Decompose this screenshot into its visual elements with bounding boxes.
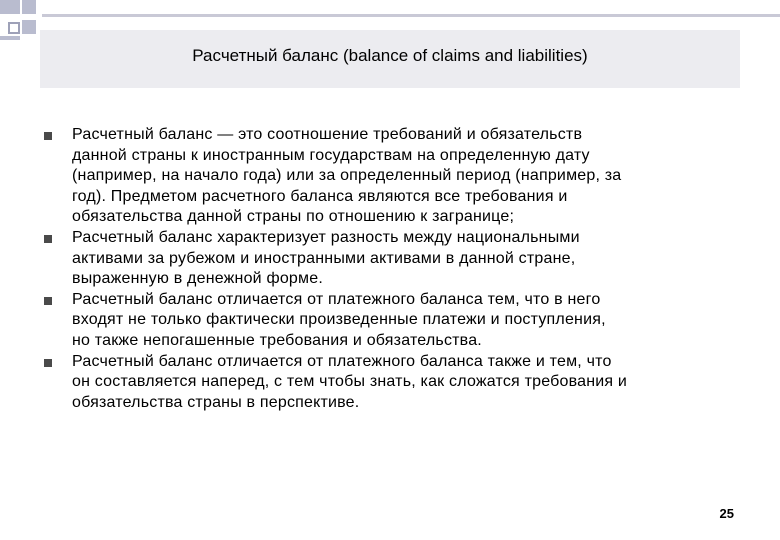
title-banner — [40, 30, 740, 88]
bullet-line: обязательства данной страны по отношению к загранице; — [72, 208, 515, 226]
decor-square — [22, 0, 36, 14]
decor-square — [22, 20, 36, 34]
bullet-item — [44, 125, 744, 228]
bullet-line: Расчетный баланс отличается от платежного баланса также и тем, что — [72, 352, 612, 370]
bullet-line: выраженную в денежной форме. — [72, 270, 323, 288]
bullet-list — [44, 125, 744, 413]
bullet-line: Расчетный баланс отличается от платежного баланса тем, что в него — [72, 290, 601, 308]
square-bullet-icon — [44, 359, 52, 367]
bullet-line: год). Предметом расчетного баланса являются все требования и — [72, 187, 568, 205]
bullet-line: данной страны к иностранным государствам на определенную дату — [72, 146, 590, 164]
bullet-line: Расчетный баланс характеризует разность между национальными — [72, 228, 580, 246]
square-bullet-icon — [44, 132, 52, 140]
bullet-line: но также непогашенные требования и обязательства. — [72, 331, 482, 349]
bullet-line: Расчетный баланс — это соотношение требований и обязательств — [72, 126, 583, 143]
bullet-item — [44, 352, 744, 414]
square-bullet-icon — [44, 235, 52, 243]
bullet-line: входят не только фактически произведенные платежи и поступления, — [72, 311, 606, 329]
slide-title: Расчетный баланс (balance of claims and liabilities) — [192, 46, 588, 65]
decor-square-outline — [8, 22, 20, 34]
bullet-line: активами за рубежом и иностранными активами в данной стране, — [72, 249, 576, 267]
bullet-line: обязательства страны в перспективе. — [72, 393, 360, 411]
square-bullet-icon — [44, 297, 52, 305]
bullet-line: он составляется наперед, с тем чтобы знать, как сложатся требования и — [72, 373, 628, 391]
header-divider — [42, 14, 780, 17]
page-number: 25 — [719, 506, 734, 521]
bullet-line: (например, на начало года) или за определенный период (например, за — [72, 167, 622, 185]
bullet-item — [44, 228, 744, 290]
bullet-item — [44, 290, 744, 352]
decor-square — [0, 36, 20, 40]
decor-square — [0, 0, 20, 14]
